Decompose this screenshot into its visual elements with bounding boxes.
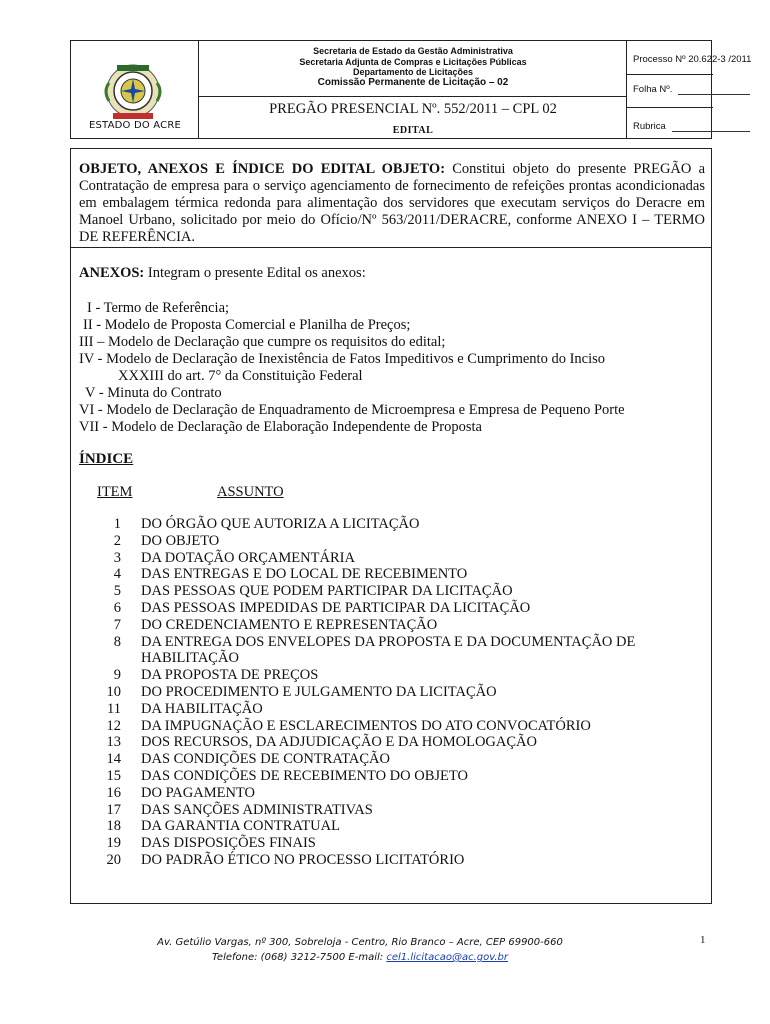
indice-item-number: 14 [106, 751, 121, 768]
anexos-list [79, 300, 699, 436]
indice-item-title: DO ÓRGÃO QUE AUTORIZA A LICITAÇÃO [141, 516, 420, 532]
page-number: 1 [700, 934, 706, 946]
anexo-item: I - Termo de Referência; [87, 300, 230, 316]
indice-row [71, 684, 711, 701]
indice-item-number: 4 [113, 566, 121, 583]
indice-item-title: DO CREDENCIAMENTO E REPRESENTAÇÃO [141, 616, 438, 633]
anexo-item: II - Modelo de Proposta Comercial e Planilha de Preços; [83, 317, 411, 333]
indice-item-title: DO PADRÃO ÉTICO NO PROCESSO LICITATÓRIO [141, 851, 465, 868]
indice-col-assunto: ASSUNTO [217, 484, 284, 500]
indice-row [71, 818, 711, 835]
folha-blank [678, 86, 750, 95]
indice-row [71, 550, 711, 567]
indice-row [71, 516, 711, 533]
indice-item-number: 18 [106, 818, 121, 835]
indice-item-title: DAS DISPOSIÇÕES FINAIS [141, 835, 316, 852]
indice-row [71, 617, 711, 634]
header-logo-cell [71, 41, 199, 138]
folha-field [633, 84, 750, 95]
indice-item-number: 7 [113, 616, 121, 633]
rubrica-label: Rubrica [633, 121, 666, 132]
indice-row [71, 734, 711, 751]
header-title-cell [199, 41, 627, 138]
header-institution-lines [199, 46, 627, 88]
indice-row [71, 600, 711, 617]
indice-item-title: DAS CONDIÇÕES DE CONTRATAÇÃO [141, 751, 390, 768]
section-divider [71, 247, 711, 248]
indice-item-number: 2 [113, 532, 121, 549]
indice-row [71, 667, 711, 684]
indice-item-number: 13 [106, 734, 121, 751]
indice-item-number: 16 [106, 784, 121, 801]
indice-heading: ÍNDICE [79, 451, 134, 467]
indice-item-title: DA IMPUGNAÇÃO E ESCLARECIMENTOS DO ATO CONVOCATÓRIO [141, 717, 591, 734]
anexo-item: V - Minuta do Contrato [85, 385, 222, 401]
indice-row [71, 835, 711, 852]
header-control-cell [627, 41, 752, 138]
indice-item-number: 15 [106, 767, 121, 784]
anexos-heading: ANEXOS: [79, 265, 145, 281]
indice-item-title: DA HABILITAÇÃO [141, 700, 263, 717]
indice-item-title: DA ENTREGA DOS ENVELOPES DA PROPOSTA E DA DOCUMENTAÇÃO DE HABILITAÇÃO [141, 633, 636, 667]
edital-label: EDITAL [392, 125, 434, 136]
secretaria-adjunta-line: Secretaria Adjunta de Compras e Licitações Públicas [299, 56, 527, 67]
indice-row [71, 751, 711, 768]
header-right-divider-1 [627, 74, 713, 75]
indice-item-number: 1 [113, 516, 121, 532]
indice-item-title: DAS PESSOAS QUE PODEM PARTICIPAR DA LICITAÇÃO [141, 583, 513, 600]
indice-row [71, 802, 711, 819]
rubrica-blank [672, 123, 750, 132]
indice-row [71, 701, 711, 718]
anexo-item: VI - Modelo de Declaração de Enquadramento de Microempresa e Empresa de Pequeno Porte [79, 402, 625, 418]
objeto-paragraph [79, 161, 705, 246]
indice-item-number: 17 [106, 801, 121, 818]
indice-item-title: DAS ENTREGAS E DO LOCAL DE RECEBIMENTO [141, 566, 468, 583]
anexo-item: IV - Modelo de Declaração de Inexistência de Fatos Impeditivos e Cumprimento do Inciso [79, 351, 606, 367]
indice-item-title: DA PROPOSTA DE PREÇOS [141, 667, 319, 684]
indice-item-title: DO PROCEDIMENTO E JULGAMENTO DA LICITAÇÃO [141, 683, 497, 700]
indice-item-title: DAS SANÇÕES ADMINISTRATIVAS [141, 801, 373, 818]
indice-row [71, 533, 711, 550]
header-right-divider-2 [627, 107, 713, 108]
rubrica-field [633, 121, 750, 132]
indice-list [71, 516, 711, 869]
anexo-item: III – Modelo de Declaração que cumpre os requisitos do edital; [79, 334, 446, 350]
indice-row [71, 785, 711, 802]
indice-item-number: 5 [113, 583, 121, 600]
edital-body [70, 148, 712, 904]
indice-item-title: DOS RECURSOS, DA ADJUDICAÇÃO E DA HOMOLOGAÇÃO [141, 734, 537, 751]
indice-item-number: 12 [106, 717, 121, 734]
pregao-title: PREGÃO PRESENCIAL Nº. 552/2011 – CPL 02 [269, 101, 557, 117]
indice-row [71, 566, 711, 583]
folha-label: Folha Nº. [633, 84, 673, 95]
anexos-intro [79, 265, 366, 282]
indice-item-title: DO OBJETO [141, 532, 220, 549]
indice-row [71, 583, 711, 600]
indice-item-number: 10 [106, 683, 121, 700]
indice-row [71, 852, 711, 869]
page-footer [100, 935, 620, 965]
state-coat-of-arms-icon [101, 61, 165, 125]
indice-row [71, 718, 711, 735]
indice-item-number: 20 [106, 851, 121, 868]
indice-item-number: 11 [107, 700, 121, 717]
processo-number: Processo Nº 20.622-3 /2011 [633, 54, 752, 65]
estado-label: ESTADO DO ACRE [88, 120, 182, 131]
document-header [70, 40, 752, 139]
anexo-item-continuation: XXXIII do art. 7° da Constituição Federal [118, 368, 363, 384]
indice-item-title: DO PAGAMENTO [141, 784, 256, 801]
indice-col-item: ITEM [97, 484, 133, 500]
header-divider [199, 96, 627, 97]
indice-item-number: 3 [113, 549, 121, 566]
indice-item-title: DAS CONDIÇÕES DE RECEBIMENTO DO OBJETO [141, 767, 468, 784]
indice-item-number: 8 [113, 633, 121, 650]
indice-item-title: DA GARANTIA CONTRATUAL [141, 818, 340, 835]
footer-contact [100, 950, 620, 965]
footer-email-link[interactable]: cel1.licitacao@ac.gov.br [386, 952, 508, 963]
comissao-line: Comissão Permanente de Licitação – 02 [317, 76, 509, 88]
anexos-intro-text: Integram o presente Edital os anexos: [144, 265, 366, 281]
footer-phone: Telefone: (068) 3212-7500 E-mail: [212, 952, 387, 963]
departamento-line: Departamento de Licitações [352, 67, 474, 77]
anexo-item: VII - Modelo de Declaração de Elaboração Independente de Proposta [79, 419, 482, 435]
objeto-text: Constitui objeto do presente PREGÃO a Contratação de empresa para o serviço agenciamento de fornecimento de refeições prontas acondicionadas em embalagem térmica redonda para alimentação dos servidores que executam serviços do Deracre em Manoel Urbano, solicitado por meio do Ofício/Nº 563/2011/DERACRE, conforme ANEXO I – TERMO DE REFERÊNCIA. [79, 161, 706, 245]
indice-row [71, 768, 711, 785]
indice-row [71, 634, 711, 668]
indice-item-number: 19 [106, 835, 121, 852]
indice-item-number: 6 [113, 599, 121, 616]
objeto-heading: OBJETO, ANEXOS E ÍNDICE DO EDITAL OBJETO: [79, 161, 446, 177]
secretaria-line: Secretaria de Estado da Gestão Administrativa [313, 46, 513, 56]
indice-item-title: DA DOTAÇÃO ORÇAMENTÁRIA [141, 549, 355, 566]
indice-item-title: DAS PESSOAS IMPEDIDAS DE PARTICIPAR DA LICITAÇÃO [141, 599, 531, 616]
footer-address: Av. Getúlio Vargas, nº 300, Sobreloja - Centro, Rio Branco – Acre, CEP 69900-660 [157, 937, 563, 948]
indice-item-number: 9 [113, 667, 121, 684]
